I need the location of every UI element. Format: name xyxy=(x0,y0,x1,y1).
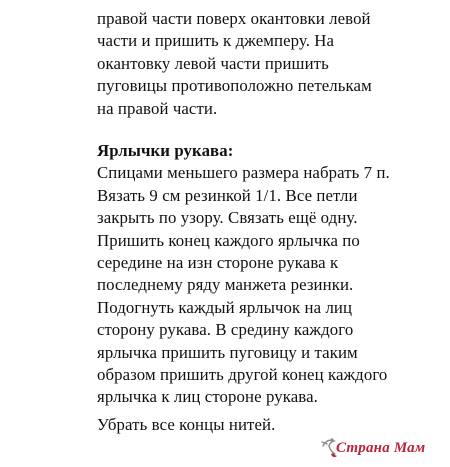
text-line: Убрать все концы нитей. xyxy=(97,415,276,434)
text-line: окантовку левой части пришить xyxy=(97,53,329,73)
text-line: правой части поверх окантовки левой xyxy=(97,9,371,28)
sleeve-tabs-section xyxy=(97,140,432,409)
text-line: ярлычка к лиц стороне рукава. xyxy=(97,387,318,407)
text-line: середине на изн стороне рукава к xyxy=(97,253,339,273)
watermark-text: Страна Мам xyxy=(336,440,426,456)
text-line: сторону рукава. В средину каждого xyxy=(97,320,354,340)
text-line: Вязать 9 см резинкой 1/1. Все петли xyxy=(97,185,358,205)
text-line: Подогнуть каждый ярлычок на лиц xyxy=(97,297,353,317)
text-line: Спицами меньшего размера набрать 7 п. xyxy=(97,163,390,183)
text-line: на правой части. xyxy=(97,98,218,118)
text-line: части и пришить к джемперу. На xyxy=(97,31,335,51)
text-line: пуговицы противоположно петелькам xyxy=(97,76,372,96)
text-line: последнему ряду манжета резинки. xyxy=(97,275,354,295)
intro-paragraph xyxy=(97,8,432,120)
text-line: Пришить конец каждого ярлычка по xyxy=(97,230,360,250)
text-line: закрыть по узору. Связать ещё одну. xyxy=(97,208,358,228)
site-watermark xyxy=(321,432,449,462)
section-heading: Ярлычки рукава: xyxy=(97,141,234,160)
text-line: образом пришить другой конец каждого xyxy=(97,365,388,385)
text-line: ярлычка пришить пуговицу и таким xyxy=(97,342,358,362)
